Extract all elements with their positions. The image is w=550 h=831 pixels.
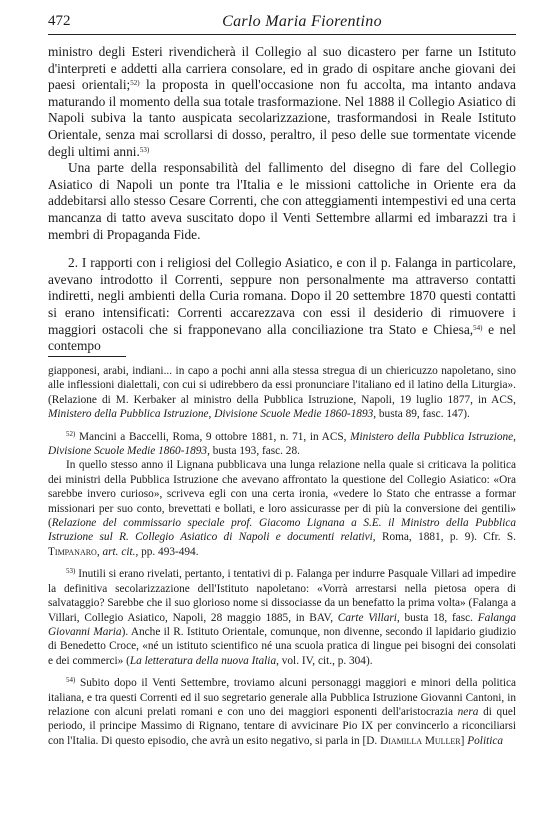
footnote-separator [48,356,126,357]
footnote-54: $^{54)}$ Subito dopo il Venti Settembre, troviamo alcuni personaggi maggiori e minori della politica italiana, e tra questi Correnti ed il suo segretario generale alla Pubblica Istruzione Giovanni Cantoni, in relazione con alcuni prelati romani e con uno dei maggiori esponenti dell'aristocrazia nera di quel periodo, il principe Massimo di Rignano, tentare di avvicinare Pio IX per convincerlo a riconciliarsi con l'Italia. Di questo episodio, che avrà un esito negativo, si parla in [D. Diamilla Muller] Politica [48,676,516,747]
footnote-53: $^{53)}$ Inutili si erano rivelati, pertanto, i tentativi di p. Falanga per indurre Pasquale Villari ad impedire la definitiva secolarizzazione dell'Istituto napoletano: «Vorrà arrestarsi nella pietosa opera di salvataggio? Sarebbe che il suo glorioso nome si dissociasse da un benefatto la prima volta» (Falanga a Villari, Collegio Asiatico, Napoli, 28 maggio 1885, in BAV, Carte Villari, busta 18, fasc. Falanga Giovanni Maria). Anche il R. Istituto Orientale, comunque, non divenne, secondo il lapidario giudizio di Benedetto Croce, «né un istituto scientifico né una scuola pratica di lingue pei bisogni dei consolati e dei commerci» (La letteratura della nuova Italia, vol. IV, cit., p. 304). [48,567,517,667]
footnote-52-continued: In quello stesso anno il Lignana pubblicava una lunga relazione nella quale si criticava la politica dei ministri della Pubblica Istruzione che avevano affrontato la questione del Collegio Asiatico: «Ora sarebbe invero curioso», scriveva egli con una certa ironia, «vedere lo Stato che entrasse a formar missionari per suo conto, brevettati e bollati, e loro assicurasse per di più la conversione dei gentili» (Relazione del commissario speciale prof. Giacomo Lignana a S.E. il Ministro della Pubblica Istruzione sul R. Collegio Asiatico di Napoli e documenti relativi, Roma, 1881, p. 9). Cfr. S. Timpanaro, art. cit., pp. 493-494. [48,459,516,558]
paragraph-1: ministro degli Esteri rivendicherà il Collegio al suo dicastero per farne un Istituto d'interpreti e addetti alla carriera consolare, ed in grado di ospitare anche giovani dei paesi orientali;$^{52)}$ la proposta in quell'occasione non fu accolta, ma intanto andava maturando il momento della sua totale trasformazione. Nel 1888 il Collegio Asiatico di Napoli subiva la tanto auspicata secolarizzazione, trasformandosi in Reale Istituto Orientale, senza mai scrollarsi di dosso, peraltro, il peso delle sue tormentate vicende degli ultimi anni.$^{53)}$ [48,44,516,159]
paragraph-3: 2. I rapporti con i religiosi del Collegio Asiatico, e con il p. Falanga in particolare, avevano introdotto il Correnti, seppure non personalmente ma attraverso contatti indiretti, negli ambienti della Curia romana. Dopo il 20 settembre 1870 questi contatti si erano intensificati: Correnti accarezzava con essi il desiderio di rimuovere i maggiori ostacoli che si frapponevano alla conciliazione tra Stato e Chiesa,$^{54)}$ e nel contempo [48,255,516,354]
page-header [48,10,516,34]
page-number: 472 [48,13,71,29]
main-text [48,44,516,355]
footnote-52: $^{52)}$ Mancini a Baccelli, Roma, 9 ottobre 1881, n. 71, in ACS, Ministero della Pubblica Istruzione, Divisione Scuole Medie 1860-1893, busta 193, fasc. 28. [48,429,516,458]
footnote-number: 52) [66,429,76,438]
footnotes [48,364,516,748]
header-rule [48,34,516,35]
footnote-continuation: giapponesi, arabi, indiani... in capo a pochi anni alla stessa stregua di un chiericuzzo napoletano, sino alle inflessioni dialettali, con cui si udirebbero da essi pronunciare l'italiano ed il latino della Liturgia». (Relazione di M. Kerbaker al ministro della Pubblica Istruzione, Napoli, 19 luglio 1877, in ACS, Ministero della Pubblica Istruzione, Divisione Scuole Medie 1860-1893, busta 89, fasc. 147). [48,365,516,421]
footnote-ref-53[interactable]: 53) [139,145,150,154]
footnote-ref-54[interactable]: 54) [473,323,483,332]
footnote-number: 54) [66,676,76,685]
running-head: Carlo Maria Fiorentino [222,13,382,30]
paragraph-2: Una parte della responsabilità del fallimento del disegno di fare del Collegio Asiatico di Napoli un ponte tra l'Italia e le missioni cattoliche in Oriente era da addebitarsi allo stesso Cesare Correnti, che con atteggiamenti intempestivi ed una certa mancanza di tatto aveva suscitato dopo il Venti Settembre allarmi ed imbarazzi tra i membri di Propaganda Fide. [48,160,516,242]
footnote-ref-52[interactable]: 52) [130,79,140,88]
footnote-number: 53) [66,567,76,576]
